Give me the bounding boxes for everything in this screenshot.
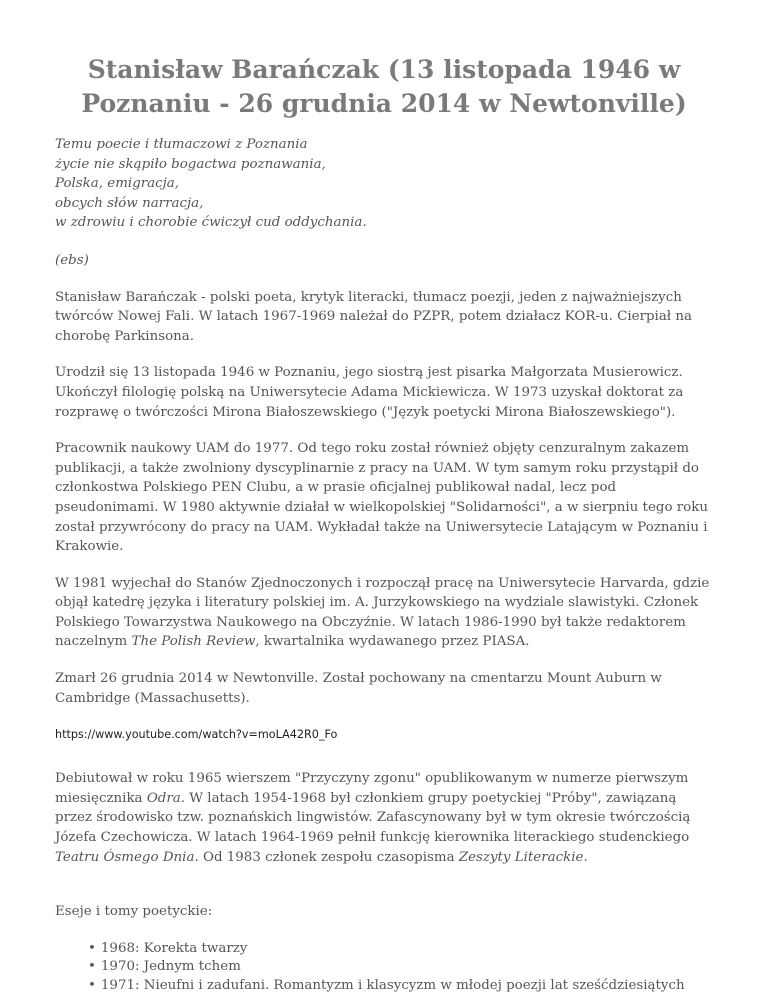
- youtube-link[interactable]: https://www.youtube.com/watch?v=moLA42R0_Fo: [55, 728, 338, 742]
- paragraph-birth: Urodził się 13 listopada 1946 w Poznaniu, jego siostrą jest pisarka Małgorzata Musierowicz. Ukończył filologię polską na Uniwersytecie Adama Mickiewicza. W 1973 uzyskał doktorat za rozprawę o twórczości Mirona Białoszewskiego ("Język poetycki Mirona Białoszewskiego").: [55, 365, 684, 420]
- works-list: [55, 940, 713, 995]
- poem-line: życie nie skąpiło bogactwa poznawania,: [55, 156, 326, 172]
- paragraph-debut: [55, 769, 713, 867]
- text-span: W 1981 wyjechał do Stanów Zjednoczonych i rozpoczął pracę na Uniwersytecie Harvarda, gdzie objął katedrę języka i literatury polskiej im. A. Jurzykowskiego na wydziale slawistyki. Członek Polskiego Towarzystwa Naukowego na Obczyźnie. W latach 1986-1990 był także redaktorem naczelnym: [55, 575, 710, 650]
- text-span: . Od 1983 członek zespołu czasopisma: [194, 849, 459, 865]
- journal-title: Odra: [146, 790, 181, 806]
- works-list-label: Eseje i tomy poetyckie:: [55, 904, 213, 920]
- journal-title: The Polish Review: [131, 634, 256, 650]
- poem-line: Temu poecie i tłumaczowi z Poznania: [55, 137, 308, 152]
- paragraph-intro: Stanisław Barańczak - polski poeta, krytyk literacki, tłumacz poezji, jeden z najważniejszych twórców Nowej Fali. W latach 1967-1969 należał do PZPR, potem działacz KOR-u. Cierpiał na chorobę Parkinsona.: [55, 289, 693, 344]
- theatre-name: Teatru Ósmego Dnia: [55, 849, 195, 865]
- text-span: Debiutował w roku 1965 wierszem "Przyczyny zgonu" opublikowanym w numerze pierwszym miesięcznika: [55, 771, 689, 806]
- text-span: , kwartalnika wydawanego przez PIASA.: [255, 634, 530, 650]
- poem-line: w zdrowiu i chorobie ćwiczył cud oddychania.: [55, 215, 367, 231]
- paragraph-career: Pracownik naukowy UAM do 1977. Od tego roku został również objęty cenzuralnym zakazem publikacji, a także zwolniony dyscyplinarnie z pracy na UAM. W tym samym roku przystąpił do członkostwa Polskiego PEN Clubu, a w prasie oficjalnej publikował nadal, lecz pod pseudonimami. W 1980 aktywnie działał w wielkopolskiej "Solidarności", a w sierpniu tego roku został przywrócony do pracy na UAM. Wykładał także na Uniwersytecie Latającym w Poznaniu i Krakowie.: [55, 441, 708, 555]
- poem-signature: (ebs): [55, 252, 89, 268]
- journal-title: Zeszyty Literackie: [458, 849, 584, 865]
- page-title: Stanisław Barańczak (13 listopada 1946 w Poznaniu - 26 grudnia 2014 w Newtonville): [81, 55, 687, 118]
- poem-line: obcych słów narracja,: [55, 195, 204, 211]
- list-item: • 1971: Nieufni i zadufani. Romantyzm i klasycyzm w młodej poezji lat sześćdziesiątych: [88, 977, 713, 995]
- paragraph-emigration: [55, 574, 713, 652]
- paragraph-death: Zmarł 26 grudnia 2014 w Newtonville. Został pochowany na cmentarzu Mount Auburn w Cambridge (Massachusetts).: [55, 671, 662, 706]
- list-item: • 1968: Korekta twarzy: [88, 940, 713, 959]
- text-span: .: [583, 849, 588, 865]
- poem-line: Polska, emigracja,: [55, 176, 180, 192]
- text-span: . W latach 1954-1968 był członkiem grupy poetyckiej "Próby", zawiązaną przez środowisko tzw. poznańskich lingwistów. Zafascynowany był w tym okresie twórczością Józefa Czechowicza. W latach 1964-1969 pełnił funkcję kierownika literackiego studenckiego: [55, 790, 691, 846]
- poem: [55, 135, 713, 233]
- list-item: • 1970: Jednym tchem: [88, 958, 713, 977]
